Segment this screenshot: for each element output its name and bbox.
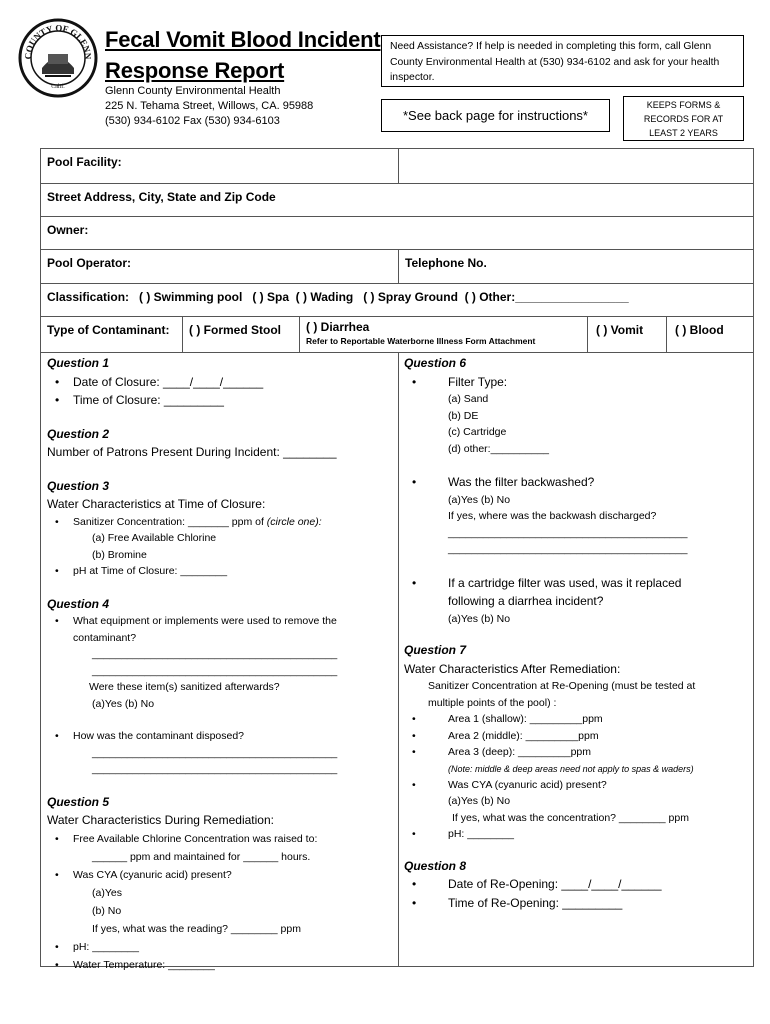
- right-questions: [404, 354, 749, 912]
- telephone-field[interactable]: Telephone No.: [405, 256, 487, 270]
- q7-cya: • Was CYA (cyanuric acid) present?: [404, 777, 749, 794]
- q3-text: Water Characteristics at Time of Closure:: [47, 497, 266, 511]
- seal-subtext: Calif.: [51, 84, 65, 90]
- classification-options[interactable]: Classification: ( ) Swimming pool ( ) Spa ( ) Wading ( ) Spray Ground ( ) Other:_________________: [47, 290, 629, 304]
- report-title: [105, 24, 381, 86]
- formed-stool-option[interactable]: ( ) Formed Stool: [189, 323, 281, 337]
- q7-sanitizer-line-2: multiple points of the pool) :: [428, 696, 557, 709]
- diarrhea-cell[interactable]: [300, 317, 587, 352]
- q6-option-d[interactable]: (d) other:__________: [448, 442, 549, 455]
- classification-row: [40, 283, 754, 317]
- county-seal: [18, 18, 98, 98]
- questions-divider: [398, 352, 399, 967]
- q3-sanitizer-label: Sanitizer Concentration: _______ ppm of: [73, 515, 267, 528]
- street-address-row[interactable]: [40, 183, 754, 217]
- q4-yesno[interactable]: (a)Yes (b) No: [92, 697, 155, 710]
- q8-heading: Question 8: [404, 858, 467, 873]
- q7-text: Water Characteristics After Remediation:: [404, 661, 621, 676]
- q7-heading: Question 7: [404, 643, 467, 657]
- q8-date[interactable]: • Date of Re-Opening: ____/____/______: [404, 875, 749, 894]
- diarrhea-note: Refer to Reportable Waterborne Illness Form Attachment: [306, 336, 536, 346]
- q7-sanitizer-line-1: Sanitizer Concentration at Re-Opening (must be tested at: [428, 680, 696, 692]
- q6-cartridge-line-2: following a diarrhea incident?: [448, 594, 604, 608]
- q7-area-3[interactable]: • Area 3 (deep): _________ppm: [404, 744, 749, 761]
- q6-backwashed-yesno[interactable]: (a)Yes (b) No: [448, 493, 511, 506]
- q6-filter-type: • Filter Type:: [404, 373, 749, 392]
- q4-heading: Question 4: [47, 596, 110, 611]
- q6-discharged: If yes, where was the backwash discharged?: [448, 510, 657, 522]
- agency-phone: (530) 934-6102 Fax (530) 934-6103: [105, 115, 280, 127]
- q4-question-line-1: What equipment or implements were used to remove the: [73, 615, 337, 627]
- q4-question: [47, 613, 392, 646]
- q5-temp[interactable]: • Water Temperature: ________: [47, 956, 392, 974]
- q8-time[interactable]: • Time of Re-Opening: _________: [404, 894, 749, 913]
- q4-disposed: • How was the contaminant disposed?: [47, 728, 392, 745]
- q1-heading: Question 1: [47, 356, 110, 370]
- q6-discharged-blank-2[interactable]: _________________________________________: [448, 543, 688, 555]
- q2-text[interactable]: Number of Patrons Present During Incident: ________: [47, 445, 337, 459]
- contaminant-label: Type of Contaminant:: [47, 323, 170, 337]
- q6-backwashed: • Was the filter backwashed?: [404, 473, 749, 492]
- q1-date[interactable]: • Date of Closure: ____/____/______: [47, 373, 392, 392]
- q3-sanitizer[interactable]: [47, 514, 392, 531]
- q5-ph[interactable]: • pH: ________: [47, 938, 392, 956]
- q7-concentration[interactable]: If yes, what was the concentration? ________ ppm: [452, 811, 689, 824]
- left-questions: [47, 354, 392, 974]
- q2-heading: Question 2: [47, 426, 110, 441]
- diarrhea-option[interactable]: ( ) Diarrhea: [306, 320, 370, 334]
- title-line-1: Fecal Vomit Blood Incident: [105, 27, 381, 52]
- q5-text: Water Characteristics During Remediation:: [47, 813, 274, 827]
- q5-heading: Question 5: [47, 794, 110, 809]
- pool-operator-field[interactable]: Pool Operator:: [47, 256, 132, 270]
- see-back-box: *See back page for instructions*: [381, 99, 610, 132]
- keeps-line-3: LEAST 2 YEARS: [649, 128, 718, 138]
- q5-reading[interactable]: If yes, what was the reading? ________ ppm: [92, 922, 301, 935]
- q5-fac: • Free Available Chlorine Concentration was raised to:: [47, 830, 392, 848]
- q7-sanitizer: [404, 678, 749, 711]
- q7-cya-yesno[interactable]: (a)Yes (b) No: [448, 795, 511, 807]
- agency-name: Glenn County Environmental Health: [105, 85, 281, 97]
- q7-area-1[interactable]: • Area 1 (shallow): _________ppm: [404, 711, 749, 728]
- operator-row: [40, 249, 754, 284]
- contaminant-row: [40, 316, 754, 353]
- q3-ph[interactable]: • pH at Time of Closure: ________: [47, 563, 392, 580]
- q3-heading: Question 3: [47, 478, 110, 493]
- owner-label: Owner:: [47, 223, 89, 237]
- pool-facility-field[interactable]: [399, 149, 753, 183]
- q3-option-b[interactable]: (b) Bromine: [92, 548, 147, 561]
- q4-sanitized: Were these item(s) sanitized afterwards?: [89, 681, 280, 693]
- street-address-label: Street Address, City, State and Zip Code: [47, 190, 276, 204]
- assistance-box: Need Assistance? If help is needed in completing this form, call Glenn County Environmental Health at (530) 934-6102 and ask for your health inspector.: [381, 35, 744, 87]
- q5-no[interactable]: (b) No: [92, 904, 122, 917]
- q6-cartridge-yesno[interactable]: (a)Yes (b) No: [448, 612, 511, 625]
- q6-cartridge: [404, 574, 749, 611]
- q7-note: (Note: middle & deep areas need not apply to spas & waders): [448, 763, 694, 774]
- q6-heading: Question 6: [404, 356, 467, 370]
- q4-blank-1[interactable]: __________________________________________: [92, 648, 338, 660]
- pool-facility-label: Pool Facility:: [47, 155, 122, 169]
- q6-option-c[interactable]: (c) Cartridge: [448, 426, 507, 438]
- q7-ph[interactable]: • pH: ________: [404, 826, 749, 843]
- q3-circle-one: (circle one):: [266, 515, 322, 528]
- agency-address: 225 N. Tehama Street, Willows, CA. 95988: [105, 100, 314, 112]
- q5-yes[interactable]: (a)Yes: [92, 886, 122, 899]
- blood-option[interactable]: ( ) Blood: [675, 323, 724, 337]
- q3-option-a[interactable]: (a) Free Available Chlorine: [92, 532, 217, 544]
- q4-disposed-blank-2[interactable]: __________________________________________: [92, 763, 338, 775]
- q6-option-a[interactable]: (a) Sand: [448, 393, 489, 405]
- title-line-2: Response Report: [105, 58, 285, 83]
- q4-blank-2[interactable]: __________________________________________: [92, 664, 338, 677]
- q4-question-line-2: contaminant?: [73, 631, 137, 644]
- q4-disposed-blank-1[interactable]: __________________________________________: [92, 746, 338, 759]
- q6-option-b[interactable]: (b) DE: [448, 409, 479, 422]
- q5-ppm-hours[interactable]: ______ ppm and maintained for ______ hours.: [92, 850, 311, 863]
- q7-area-2[interactable]: • Area 2 (middle): _________ppm: [404, 728, 749, 745]
- q6-discharged-blank-1[interactable]: _________________________________________: [448, 526, 688, 539]
- q5-cya: • Was CYA (cyanuric acid) present?: [47, 866, 392, 884]
- pool-facility-row: [40, 148, 754, 184]
- keeps-line-2: RECORDS FOR AT: [643, 114, 724, 124]
- owner-row[interactable]: [40, 216, 754, 250]
- keeps-records-box: [623, 96, 744, 141]
- q1-time[interactable]: • Time of Closure: _________: [47, 391, 392, 410]
- q6-cartridge-line-1: If a cartridge filter was used, was it replaced: [448, 575, 682, 590]
- agency-info: [105, 84, 313, 129]
- keeps-line-1: KEEPS FORMS &: [646, 100, 721, 110]
- seal-text: COUNTY OF GLENN: [22, 22, 94, 60]
- vomit-option[interactable]: ( ) Vomit: [596, 323, 644, 337]
